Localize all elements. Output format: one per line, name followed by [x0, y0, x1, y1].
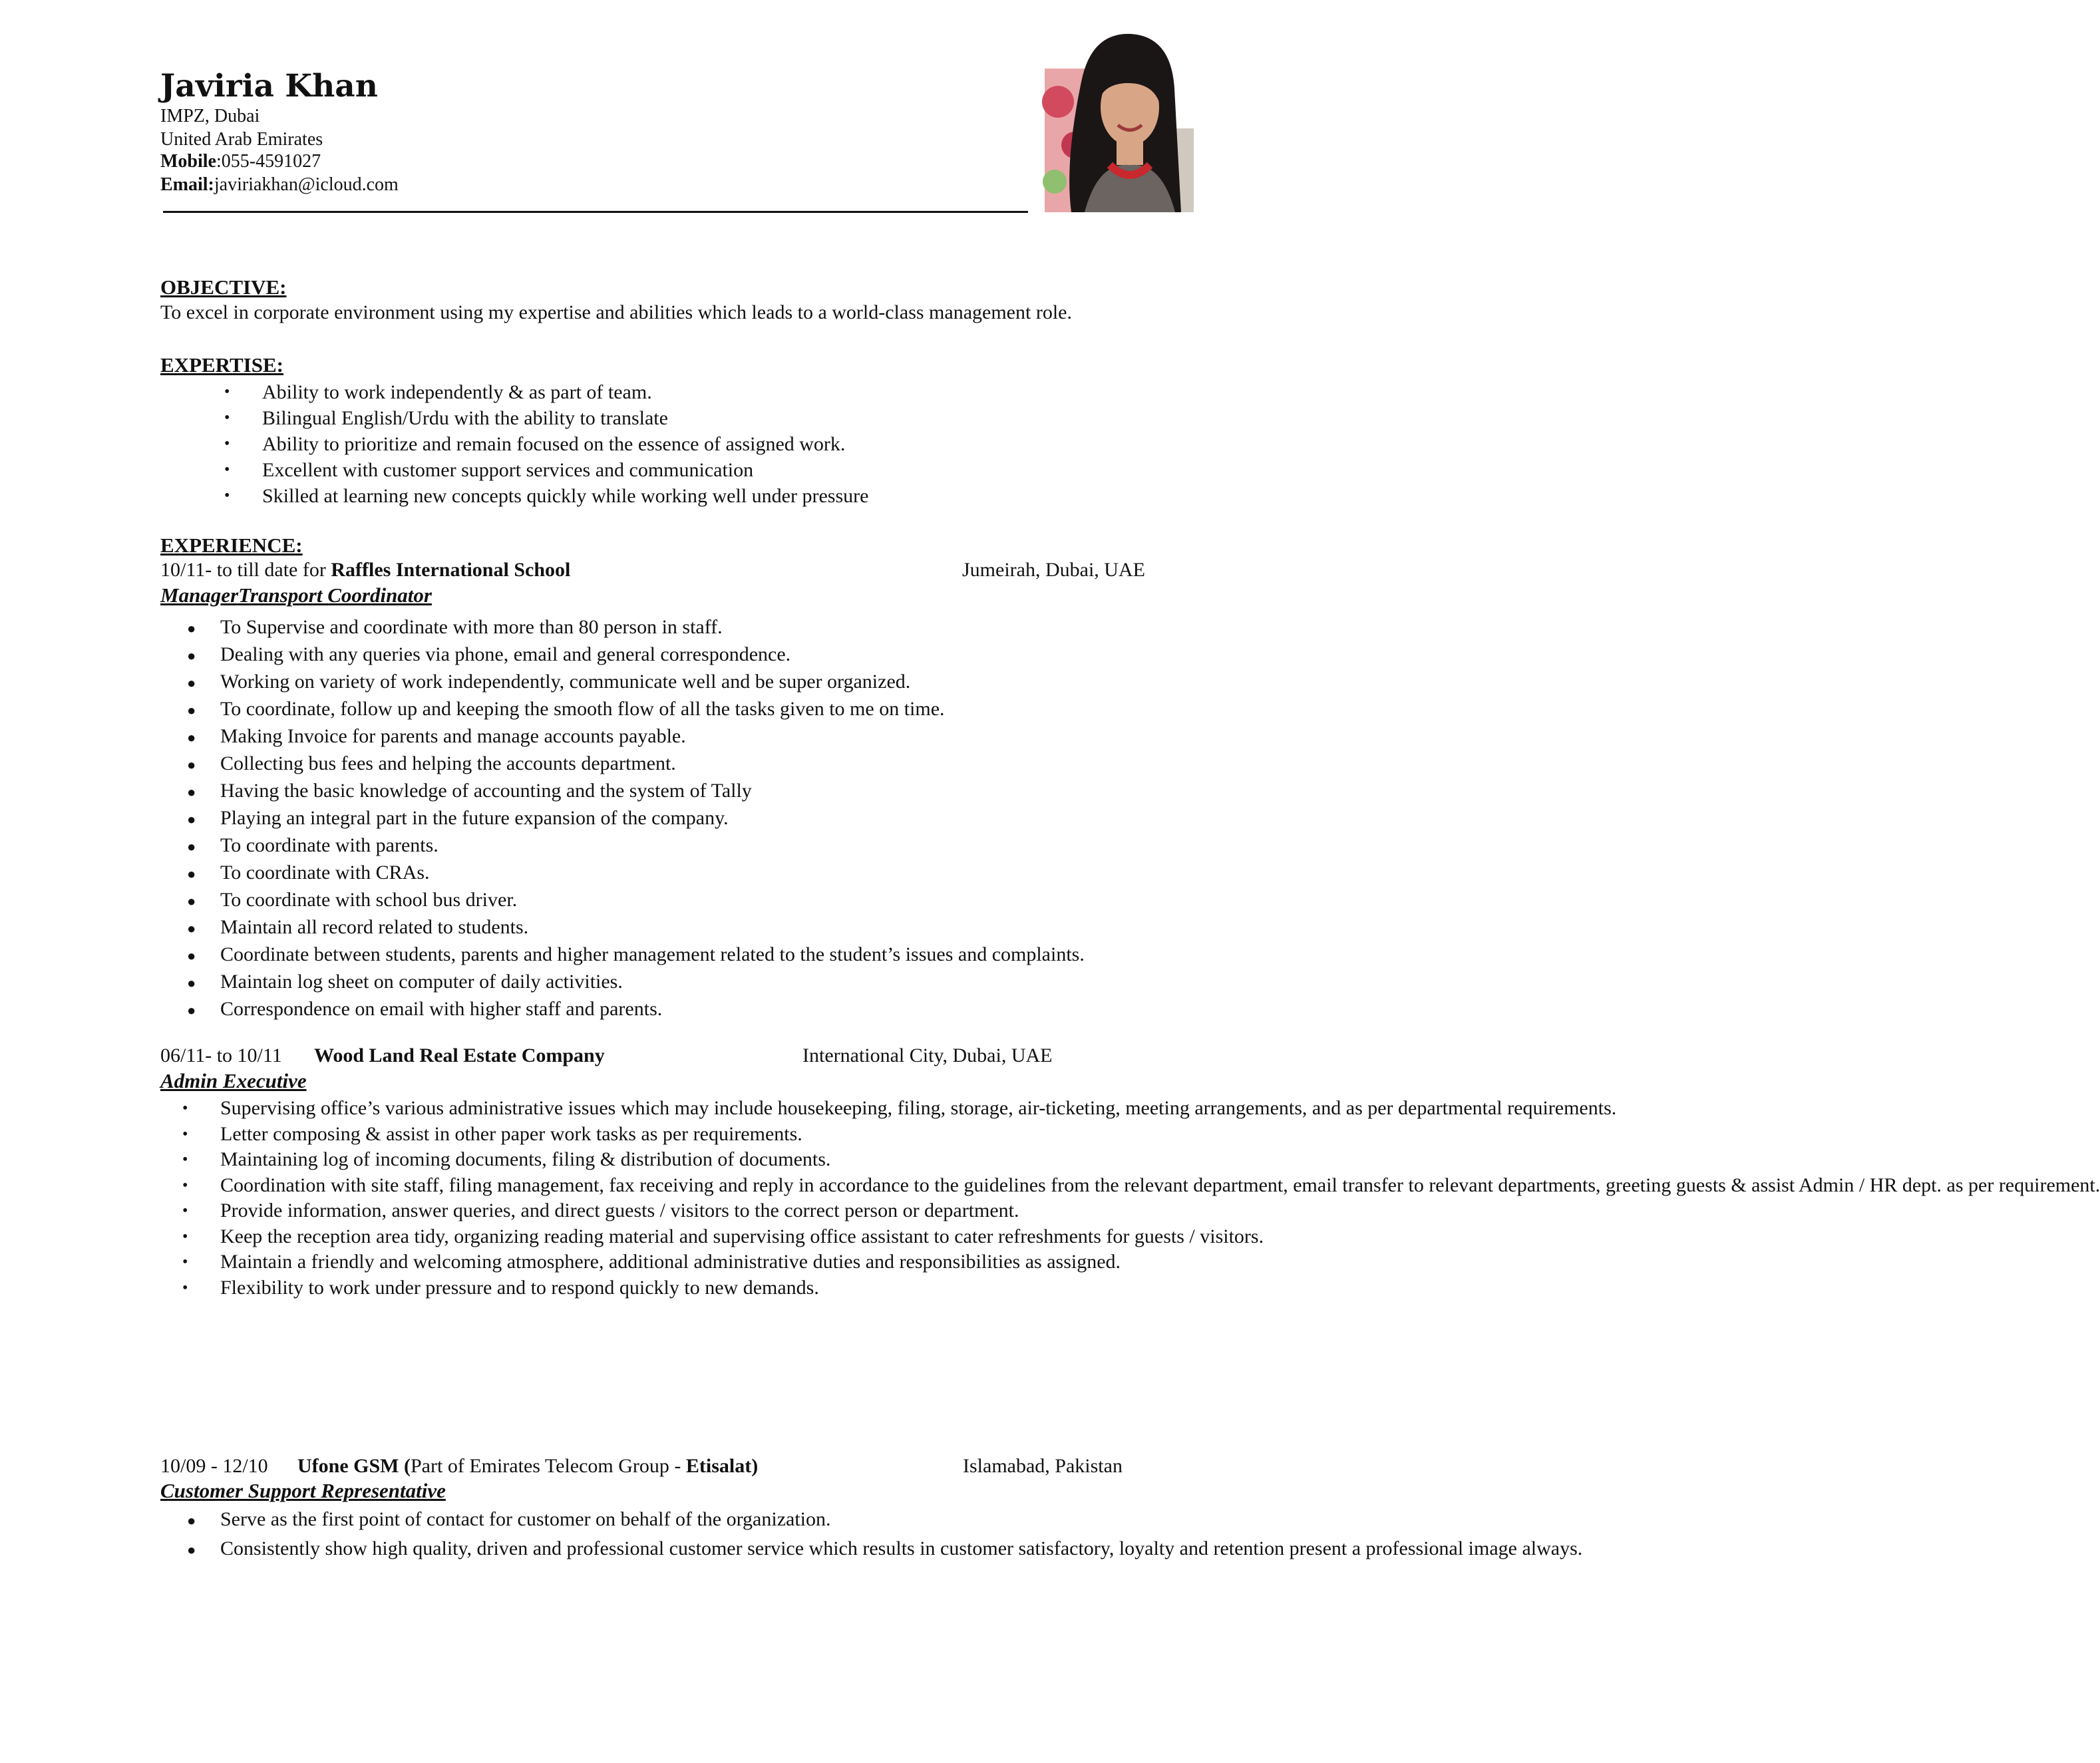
list-item: ● Dealing with any queries via phone, email and general correspondence.: [220, 641, 1085, 668]
expertise-list: [262, 379, 868, 509]
list-item: ● Maintain log sheet on computer of daily activities.: [220, 968, 1085, 995]
list-item: ● Correspondence on email with higher staff and parents.: [220, 995, 1085, 1023]
list-item: • Keep the reception area tidy, organizing reading material and supervising office assistant to cater refreshments for guests / visitors.: [220, 1224, 1205, 1250]
paren-open: (: [404, 1455, 411, 1477]
list-item: • Ability to prioritize and remain focused on the essence of assigned work.: [262, 431, 868, 457]
job-2-location: International City, Dubai, UAE: [802, 1044, 1053, 1066]
job-1-location: Jumeirah, Dubai, UAE: [962, 559, 1145, 581]
mobile-label: Mobile: [160, 151, 216, 172]
list-item: • Flexibility to work under pressure and to respond quickly to new demands.: [220, 1275, 1205, 1301]
header-divider: [163, 211, 1028, 213]
expertise-heading: EXPERTISE:: [160, 353, 283, 377]
list-item: ● Working on variety of work independently, communicate well and be super organized.: [220, 668, 1085, 695]
list-item: ● Playing an integral part in the future expansion of the company.: [220, 804, 1085, 832]
mobile-line: [160, 150, 321, 173]
list-item: • Bilingual English/Urdu with the ability to translate: [262, 405, 868, 431]
job-3-role: Customer Support Representative: [160, 1479, 446, 1502]
candidate-name: Javiria Khan: [160, 68, 378, 104]
email-value[interactable]: javiriakhan@icloud.com: [214, 174, 399, 195]
objective-text: To excel in corporate environment using my expertise and abilities which leads to a world-class management role.: [160, 301, 1072, 323]
experience-heading: EXPERIENCE:: [160, 534, 303, 557]
list-item: ● To coordinate with parents.: [220, 832, 1085, 859]
job-2-company: Wood Land Real Estate Company: [314, 1044, 605, 1066]
list-item: ● To Supervise and coordinate with more than 80 person in staff.: [220, 613, 1085, 641]
list-item: ● Consistently show high quality, driven and professional customer service which results in customer satisfactory, loyalty and retention present a professional image always.: [220, 1536, 1165, 1562]
list-item: • Coordination with site staff, filing management, fax receiving and reply in accordance to the guidelines from the relevant department, email transfer to relevant departments, greeting guests & assist Admin / HR dept. as per requirement.: [220, 1173, 1205, 1199]
job-3-duties: [220, 1507, 1583, 1561]
list-item: • Ability to work independently & as part of team.: [262, 379, 868, 405]
job-3-dates: 10/09 - 12/10: [160, 1455, 268, 1477]
list-item: • Excellent with customer support services and communication: [262, 457, 868, 483]
job-2-dates: 06/11- to 10/11: [160, 1044, 282, 1066]
job-company: Ufone GSM: [297, 1455, 399, 1477]
job-1-duties: [220, 613, 1085, 1023]
list-item: • Letter composing & assist in other paper work tasks as per requirements.: [220, 1122, 1205, 1148]
list-item: • Maintaining log of incoming documents, filing & distribution of documents.: [220, 1147, 1205, 1173]
list-item: • Skilled at learning new concepts quickly while working well under pressure: [262, 483, 868, 509]
list-item: • Supervising office’s various administrative issues which may include housekeeping, filing, storage, air-ticketing, meeting arrangements, and as per departmental requirements.: [220, 1096, 1205, 1122]
profile-photo: [1045, 29, 1194, 212]
job-2-duties: [220, 1096, 2100, 1301]
list-item: ● Serve as the first point of contact for customer on behalf of the organization.: [220, 1507, 1165, 1533]
list-item: ● Having the basic knowledge of accounting and the system of Tally: [220, 777, 1085, 804]
job-3-location: Islamabad, Pakistan: [963, 1455, 1123, 1477]
job-dates: 10/11- to till date for: [160, 559, 326, 581]
company-note: Part of Emirates Telecom Group -: [411, 1455, 686, 1477]
list-item: ● Maintain all record related to students.: [220, 913, 1085, 941]
email-line: [160, 174, 399, 196]
job-3-company-line: [297, 1455, 758, 1478]
list-item: ● Collecting bus fees and helping the accounts department.: [220, 750, 1085, 777]
email-label: Email:: [160, 174, 214, 195]
list-item: ● To coordinate, follow up and keeping the smooth flow of all the tasks given to me on time.: [220, 695, 1085, 722]
list-item: ● To coordinate with school bus driver.: [220, 886, 1085, 913]
job-company: Raffles International School: [331, 559, 571, 581]
list-item: ● To coordinate with CRAs.: [220, 859, 1085, 886]
list-item: • Provide information, answer queries, and direct guests / visitors to the correct person or department.: [220, 1198, 1205, 1224]
objective-heading: OBJECTIVE:: [160, 275, 287, 299]
mobile-value: :055-4591027: [216, 151, 321, 172]
address-line-2: United Arab Emirates: [160, 129, 323, 150]
job-1-header: [160, 559, 570, 581]
job-2-role: Admin Executive: [160, 1069, 307, 1092]
list-item: • Maintain a friendly and welcoming atmosphere, additional administrative duties and responsibilities as assigned.: [220, 1249, 1205, 1275]
job-1-role: ManagerTransport Coordinator: [160, 583, 432, 607]
address-line-1: IMPZ, Dubai: [160, 106, 260, 126]
list-item: ● Making Invoice for parents and manage accounts payable.: [220, 722, 1085, 750]
list-item: ● Coordinate between students, parents and higher management related to the student’s issues and complaints.: [220, 941, 1085, 968]
company-note-bold: Etisalat): [685, 1455, 759, 1477]
